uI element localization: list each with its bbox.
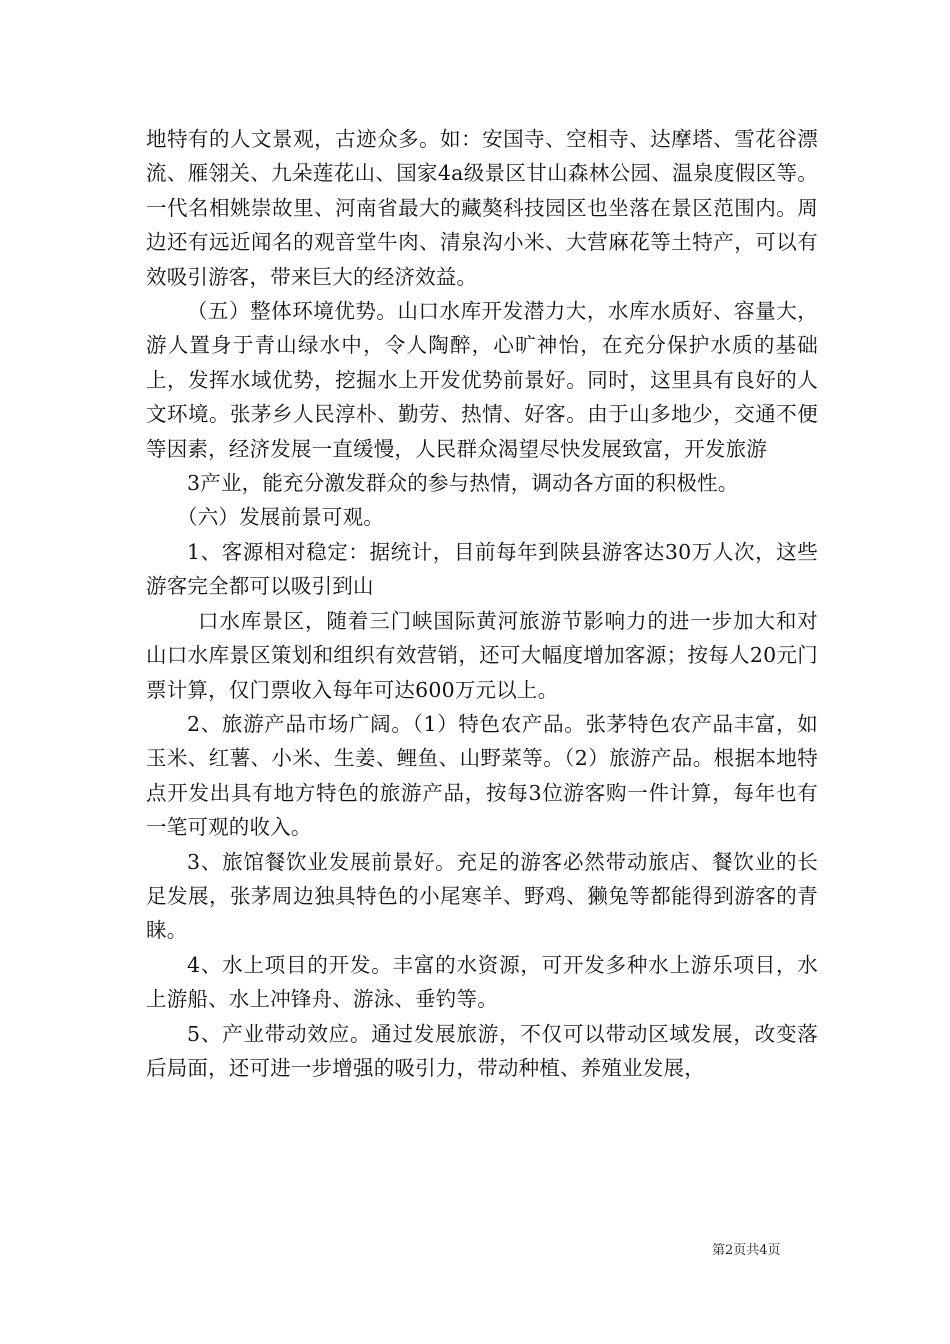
paragraph-hospitality: 3、旅馆餐饮业发展前景好。充足的游客必然带动旅店、餐饮业的长足发展，张茅周边独具特色的小尾寒羊、野鸡、獭兔等都能得到游客的青睐。 xyxy=(146,849,818,943)
paragraph-reservoir: 口水库景区，随着三门峡国际黄河旅游节影响力的进一步加大和对山口水库景区策划和组织有效营销，还可大幅度增加客源；按每人20元门票计算，仅门票收入每年可达600万元以上。 xyxy=(146,608,818,702)
page-number: 第2页共4页 xyxy=(712,1243,781,1258)
document-body xyxy=(146,122,818,1085)
paragraph-water-projects: 4、水上项目的开发。丰富的水资源，可开发多种水上游乐项目，水上游船、水上冲锋舟、游泳、垂钓等。 xyxy=(146,952,818,1012)
paragraph-visitor-source: 1、客源相对稳定：据统计，目前每年到陕县游客达30万人次，这些游客完全都可以吸引到山 xyxy=(146,539,818,599)
paragraph-products: 2、旅游产品市场广阔。（1）特色农产品。张茅特色农产品丰富，如玉米、红薯、小米、生姜、鲤鱼、山野菜等。（2）旅游产品。根据本地特点开发出具有地方特色的旅游产品，按每3位游客购一件计算，每年也有一笔可观的收入。 xyxy=(146,711,818,840)
paragraph-heritage: 地特有的人文景观，古迹众多。如：安国寺、空相寺、达摩塔、雪花谷漂流、雁翎关、九朵莲花山、国家4a级景区甘山森林公园、温泉度假区等。一代名相姚崇故里、河南省最大的藏獒科技园区也坐落在景区范围内。周边还有远近闻名的观音堂牛肉、清泉沟小米、大营麻花等土特产，可以有效吸引游客，带来巨大的经济效益。 xyxy=(146,127,818,289)
paragraph-industry-effect: 5、产业带动效应。通过发展旅游，不仅可以带动区域发展，改变落后局面，还可进一步增强的吸引力，带动种植、养殖业发展， xyxy=(146,1021,818,1080)
paragraph-industry-continuation: 3产业，能充分激发群众的参与热情，调动各方面的积极性。 xyxy=(187,471,739,496)
paragraph-outlook-heading: （六）发展前景可观。 xyxy=(177,505,384,530)
paragraph-environment: （五）整体环境优势。山口水库开发潜力大，水库水质好、容量大，游人置身于青山绿水中，令人陶醉，心旷神怡，在充分保护水质的基础上，发挥水域优势，挖掘水上开发优势前景好。同时，这里具有良好的人文环境。张茅乡人民淳朴、勤劳、热情、好客。由于山多地少，交通不便等因素，经济发展一直缓慢，人民群众渴望尽快发展致富，开发旅游 xyxy=(146,299,818,461)
